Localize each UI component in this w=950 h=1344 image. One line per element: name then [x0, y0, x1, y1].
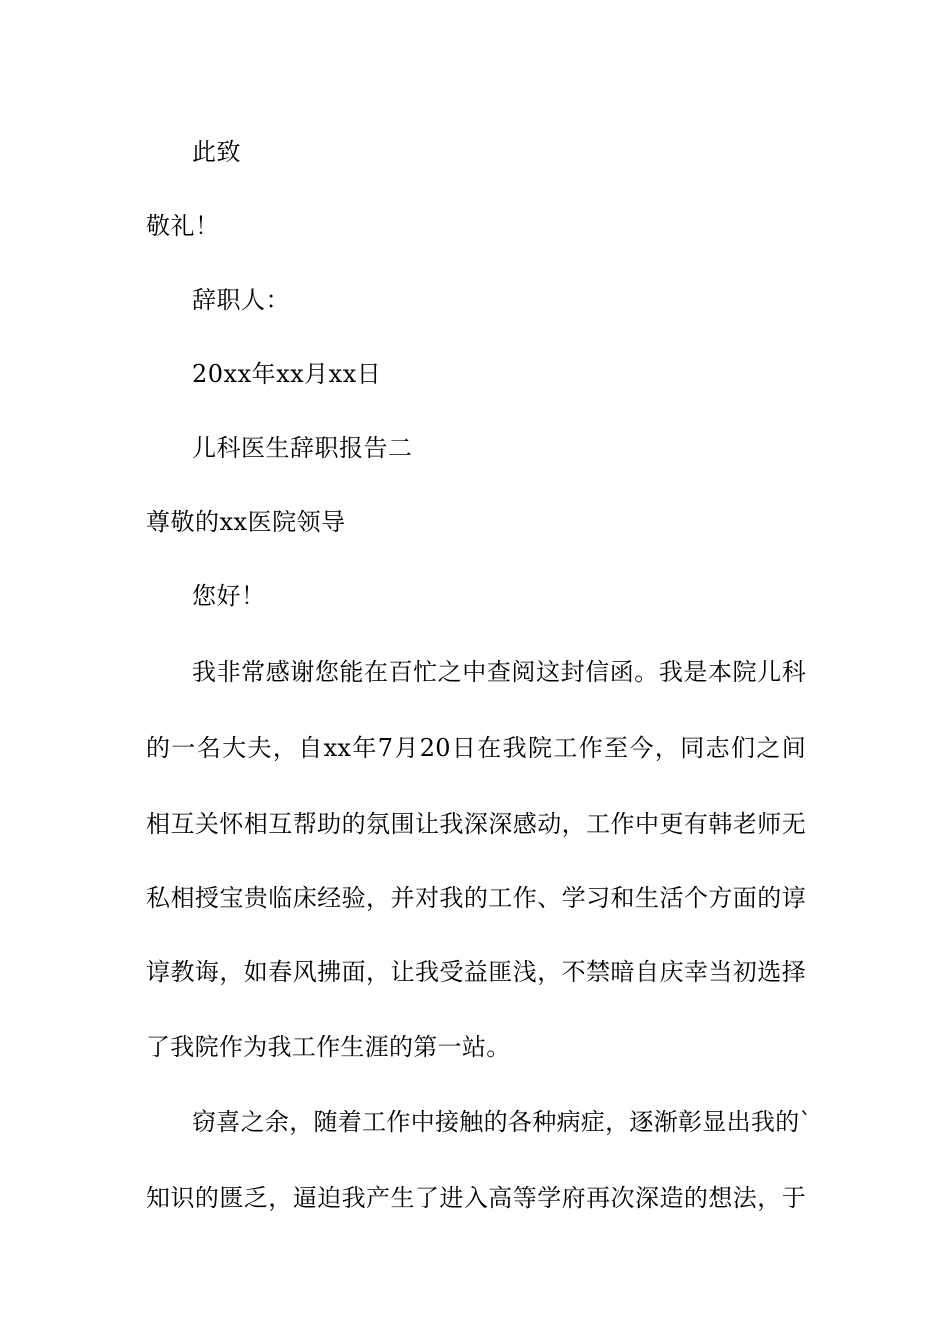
paragraph-line: 的一名大夫，自xx年7月20日在我院工作至今，同志们之间	[146, 734, 806, 762]
closing-regards: 敬礼！	[146, 212, 220, 240]
paragraph-line: 谆教诲，如春风拂面，让我受益匪浅，不禁暗自庆幸当初选择	[146, 958, 806, 986]
paragraph-line: 知识的匮乏，逼迫我产生了进入高等学府再次深造的想法，于	[146, 1184, 806, 1212]
paragraph-line: 相互关怀相互帮助的氛围让我深深感动，工作中更有韩老师无	[146, 810, 806, 838]
report-addressee: 尊敬的xx医院领导	[146, 508, 346, 536]
closing-salutation: 此致	[192, 138, 241, 166]
paragraph-line: 窃喜之余，随着工作中接触的各种病症，逐渐彰显出我的`	[192, 1108, 812, 1136]
paragraph-line: 了我院作为我工作生涯的第一站。	[146, 1033, 511, 1061]
paragraph-line: 私相授宝贵临床经验，并对我的工作、学习和生活个方面的谆	[146, 884, 806, 912]
report-title: 儿科医生辞职报告二	[192, 434, 413, 462]
paragraph-line: 我非常感谢您能在百忙之中查阅这封信函。我是本院儿科	[192, 658, 806, 686]
report-greeting: 您好！	[192, 582, 266, 610]
signer-label: 辞职人：	[192, 286, 290, 314]
signature-date: 20xx年xx月xx日	[192, 360, 382, 388]
